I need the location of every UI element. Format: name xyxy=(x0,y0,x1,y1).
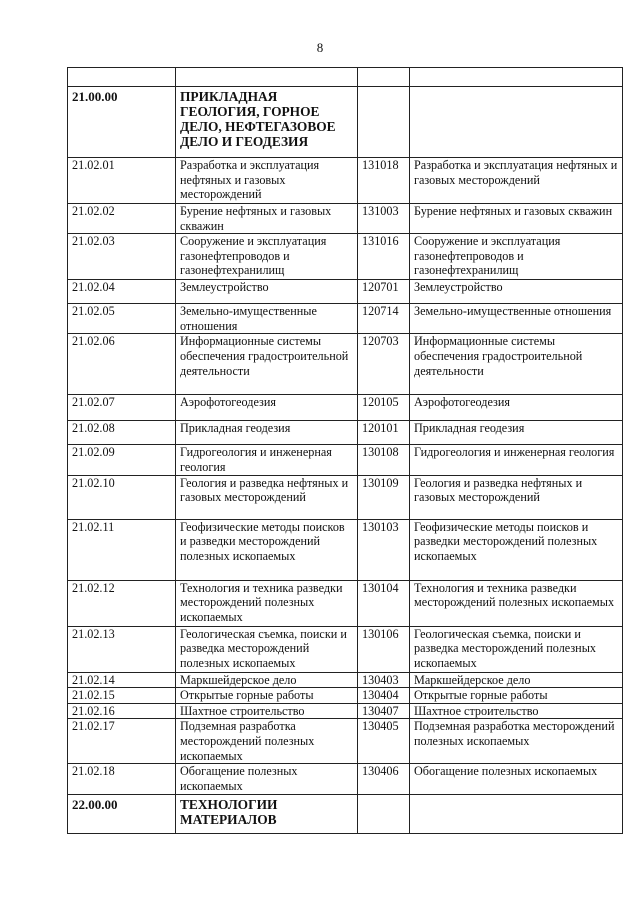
page-number: 8 xyxy=(316,40,324,55)
code-cell: 21.02.09 xyxy=(68,445,176,475)
old-name-cell: Землеустройство xyxy=(410,280,623,304)
old-name-cell: Разработка и эксплуатация нефтяных и газовых месторождений xyxy=(410,158,623,204)
table-row xyxy=(68,234,623,280)
old-code-cell: 120701 xyxy=(358,280,410,304)
old-name-cell: Открытые горные работы xyxy=(410,688,623,704)
header-cell xyxy=(410,68,623,87)
table-row xyxy=(68,703,623,719)
old-code-cell xyxy=(358,794,410,833)
old-code-cell: 120101 xyxy=(358,421,410,445)
old-code-cell: 131016 xyxy=(358,234,410,280)
code-cell: 21.00.00 xyxy=(68,87,176,158)
name-cell: Гидрогеология и инженерная геология xyxy=(176,445,358,475)
name-cell: Прикладная геодезия xyxy=(176,421,358,445)
old-code-cell: 131018 xyxy=(358,158,410,204)
code-cell: 21.02.05 xyxy=(68,304,176,334)
group-row xyxy=(68,87,623,158)
name-cell: Шахтное строительство xyxy=(176,703,358,719)
old-name-cell: Аэрофотогеодезия xyxy=(410,395,623,421)
old-code-cell: 131003 xyxy=(358,204,410,234)
old-name-cell: Гидрогеология и инженерная геология xyxy=(410,445,623,475)
header-cell xyxy=(358,68,410,87)
old-code-cell: 130104 xyxy=(358,580,410,626)
old-name-cell: Геофизические методы поисков и разведки месторождений полезных ископаемых xyxy=(410,519,623,580)
old-code-cell: 130108 xyxy=(358,445,410,475)
code-cell: 21.02.03 xyxy=(68,234,176,280)
table-row xyxy=(68,395,623,421)
header-cell xyxy=(176,68,358,87)
old-name-cell: Шахтное строительство xyxy=(410,703,623,719)
old-code-cell: 130109 xyxy=(358,475,410,519)
name-cell: Открытые горные работы xyxy=(176,688,358,704)
table-body xyxy=(68,68,623,834)
group-row xyxy=(68,794,623,833)
code-cell: 21.02.06 xyxy=(68,334,176,395)
table-row xyxy=(68,688,623,704)
code-cell: 21.02.12 xyxy=(68,580,176,626)
table-row xyxy=(68,580,623,626)
old-code-cell: 130404 xyxy=(358,688,410,704)
old-name-cell: Земельно-имущественные отношения xyxy=(410,304,623,334)
old-code-cell: 130106 xyxy=(358,626,410,672)
table-row xyxy=(68,204,623,234)
header-cell xyxy=(68,68,176,87)
name-cell: Геофизические методы поисков и разведки месторождений полезных ископаемых xyxy=(176,519,358,580)
table-row xyxy=(68,626,623,672)
old-name-cell: Геология и разведка нефтяных и газовых месторождений xyxy=(410,475,623,519)
code-cell: 21.02.02 xyxy=(68,204,176,234)
old-code-cell: 130103 xyxy=(358,519,410,580)
code-cell: 21.02.13 xyxy=(68,626,176,672)
code-cell: 21.02.07 xyxy=(68,395,176,421)
name-cell: Технология и техника разведки месторождений полезных ископаемых xyxy=(176,580,358,626)
code-cell: 21.02.16 xyxy=(68,703,176,719)
name-cell: Разработка и эксплуатация нефтяных и газовых месторождений xyxy=(176,158,358,204)
old-code-cell xyxy=(358,87,410,158)
old-name-cell xyxy=(410,794,623,833)
table-row xyxy=(68,719,623,764)
table-row xyxy=(68,445,623,475)
old-name-cell: Подземная разработка месторождений полезных ископаемых xyxy=(410,719,623,764)
code-cell: 21.02.08 xyxy=(68,421,176,445)
old-name-cell: Бурение нефтяных и газовых скважин xyxy=(410,204,623,234)
old-code-cell: 120105 xyxy=(358,395,410,421)
table-row xyxy=(68,421,623,445)
code-cell: 22.00.00 xyxy=(68,794,176,833)
code-cell: 21.02.18 xyxy=(68,764,176,794)
table-row xyxy=(68,475,623,519)
old-code-cell: 130406 xyxy=(358,764,410,794)
name-cell: Геологическая съемка, поиски и разведка месторождений полезных ископаемых xyxy=(176,626,358,672)
name-cell: Бурение нефтяных и газовых скважин xyxy=(176,204,358,234)
name-cell: Аэрофотогеодезия xyxy=(176,395,358,421)
old-name-cell: Геологическая съемка, поиски и разведка месторождений полезных ископаемых xyxy=(410,626,623,672)
old-name-cell: Обогащение полезных ископаемых xyxy=(410,764,623,794)
old-name-cell: Сооружение и эксплуатация газонефтепроводов и газонефтехранилищ xyxy=(410,234,623,280)
code-cell: 21.02.04 xyxy=(68,280,176,304)
table-header-row xyxy=(68,68,623,87)
code-cell: 21.02.17 xyxy=(68,719,176,764)
name-cell: Информационные системы обеспечения градостроительной деятельности xyxy=(176,334,358,395)
code-cell: 21.02.11 xyxy=(68,519,176,580)
code-cell: 21.02.01 xyxy=(68,158,176,204)
name-cell: Землеустройство xyxy=(176,280,358,304)
old-code-cell: 130405 xyxy=(358,719,410,764)
old-name-cell: Технология и техника разведки месторождений полезных ископаемых xyxy=(410,580,623,626)
name-cell: Сооружение и эксплуатация газонефтепроводов и газонефтехранилищ xyxy=(176,234,358,280)
name-cell: Земельно-имущественные отношения xyxy=(176,304,358,334)
table-row xyxy=(68,672,623,688)
old-code-cell: 130403 xyxy=(358,672,410,688)
name-cell: Геология и разведка нефтяных и газовых месторождений xyxy=(176,475,358,519)
old-code-cell: 120714 xyxy=(358,304,410,334)
old-code-cell: 120703 xyxy=(358,334,410,395)
table-row xyxy=(68,764,623,794)
name-cell: Обогащение полезных ископаемых xyxy=(176,764,358,794)
name-cell: ПРИКЛАДНАЯ ГЕОЛОГИЯ, ГОРНОЕ ДЕЛО, НЕФТЕГАЗОВОЕ ДЕЛО И ГЕОДЕЗИЯ xyxy=(176,87,358,158)
old-name-cell: Информационные системы обеспечения градостроительной деятельности xyxy=(410,334,623,395)
old-name-cell: Маркшейдерское дело xyxy=(410,672,623,688)
table-row xyxy=(68,280,623,304)
table-row xyxy=(68,158,623,204)
table-row xyxy=(68,304,623,334)
specialties-table xyxy=(67,67,623,834)
name-cell: ТЕХНОЛОГИИ МАТЕРИАЛОВ xyxy=(176,794,358,833)
code-cell: 21.02.10 xyxy=(68,475,176,519)
code-cell: 21.02.15 xyxy=(68,688,176,704)
old-code-cell: 130407 xyxy=(358,703,410,719)
code-cell: 21.02.14 xyxy=(68,672,176,688)
table-row xyxy=(68,334,623,395)
old-name-cell: Прикладная геодезия xyxy=(410,421,623,445)
table-row xyxy=(68,519,623,580)
old-name-cell xyxy=(410,87,623,158)
name-cell: Подземная разработка месторождений полезных ископаемых xyxy=(176,719,358,764)
name-cell: Маркшейдерское дело xyxy=(176,672,358,688)
